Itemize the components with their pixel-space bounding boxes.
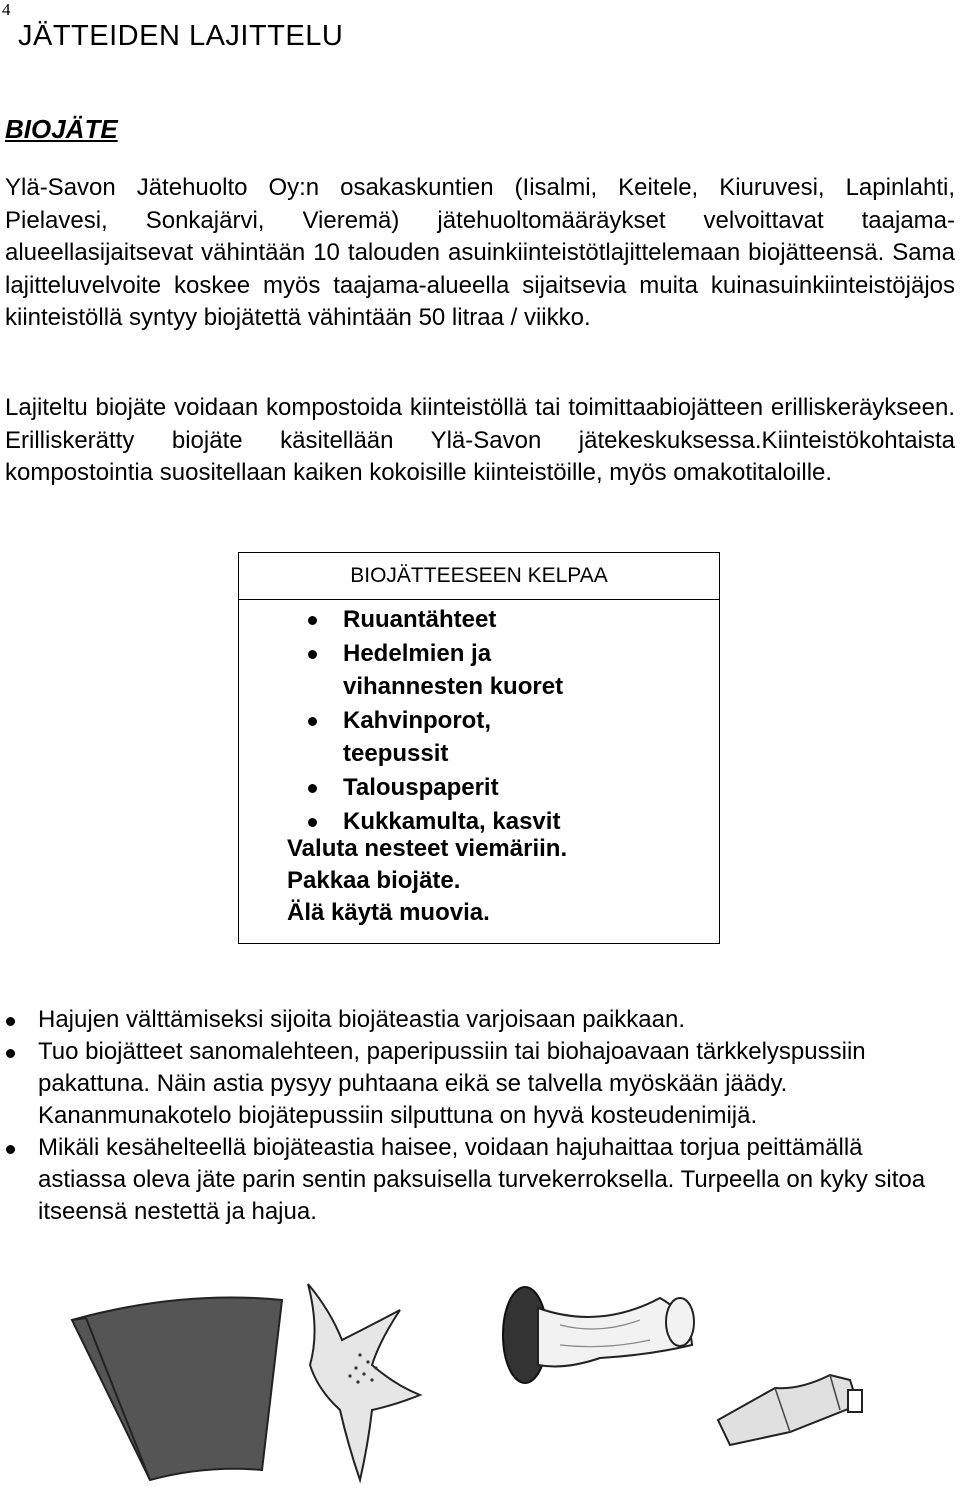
bullet-icon [6, 1017, 15, 1026]
tip-item [0, 1004, 928, 1036]
list-item-label: Kahvinporot, teepussit [343, 707, 491, 767]
sorting-paragraph: Lajiteltu biojäte voidaan kompostoida kiinteistöllä tai toimittaabiojätteen erilliskeräykseen. Erilliskerätty biojäte käsitellään Ylä-Savon jätekeskuksessa.Kiinteistökohtaista kompostointia suositellaan kaiken kokoisille kiinteistöille, myös omakotitaloille. [5, 394, 955, 486]
fish-bones-illustration [308, 1284, 420, 1480]
box-header: BIOJÄTTEESEEN KELPAA [239, 553, 719, 600]
intro-paragraph: Ylä-Savon Jätehuolto Oy:n osakaskuntien (Iisalmi, Keitele, Kiuruvesi, Lapinlahti, Pielavesi, Sonkajärvi, Vieremä) jätehuoltomääräykset velvoittavat taajama-alueellasijaitsevat vähintään 10 talouden asuinkiinteistötlajittelemaan biojätteensä. Sama lajitteluvelvoite koskee myös taajama-alueella sijaitsevia muita kuinasuinkiinteistöjäjos kiinteistöllä syntyy biojätettä vähintään 50 litraa / viikko. [5, 174, 955, 331]
bullet-icon [308, 616, 317, 625]
accepted-items-list [239, 603, 719, 839]
biowaste-illustrations [0, 1270, 960, 1493]
list-item-label: Kukkamulta, kasvit [343, 808, 561, 835]
tip-item [0, 1036, 928, 1132]
list-item-label: Hedelmien ja vihannesten kuoret [343, 640, 564, 700]
list-item [239, 603, 593, 636]
note-drain-liquids: Valuta nesteet viemäriin. [287, 835, 568, 862]
section-heading: BIOJÄTE [5, 114, 118, 144]
coffee-filter-illustration [72, 1298, 282, 1481]
bullet-icon [308, 818, 317, 827]
page-number: 4 [2, 0, 11, 19]
list-item-label: Talouspaperit [343, 774, 499, 801]
bullet-icon [308, 650, 317, 659]
tips-list [0, 1004, 960, 1228]
bullet-icon [6, 1145, 15, 1154]
box-notes [287, 833, 567, 929]
list-item [239, 771, 593, 804]
paper-scrap-illustration [718, 1375, 862, 1445]
note-no-plastic: Älä käytä muovia. [287, 899, 490, 926]
tip-text: Tuo biojätteet sanomalehteen, paperipussiin tai biohajoavaan tärkkelyspussiin pakattuna. Näin astia pysyy puhtaana eikä se talvella myöskään jäädy. Kananmunakotelo biojätepussiin silputtuna on hyvä kosteudenimijä. [38, 1038, 866, 1129]
list-item [239, 704, 593, 770]
accepted-items-box [238, 552, 720, 944]
list-item [239, 637, 593, 703]
tip-item [0, 1132, 928, 1228]
list-item-label: Ruuantähteet [343, 606, 497, 633]
tip-text: Hajujen välttämiseksi sijoita biojäteastia varjoisaan paikkaan. [38, 1006, 686, 1033]
tip-text: Mikäli kesähelteellä biojäteastia haisee, voidaan hajuhaittaa torjua peittämällä astiassa oleva jäte parin sentin paksuisella turvekerroksella. Turpeella on kyky sitoa itseensä nestettä ja hajua. [38, 1134, 926, 1225]
bullet-icon [6, 1049, 15, 1058]
apple-core-illustration [503, 1287, 694, 1383]
page-title: JÄTTEIDEN LAJITTELU [18, 20, 344, 52]
bullet-icon [308, 717, 317, 726]
bullet-icon [308, 784, 317, 793]
note-pack-waste: Pakkaa biojäte. [287, 867, 461, 894]
